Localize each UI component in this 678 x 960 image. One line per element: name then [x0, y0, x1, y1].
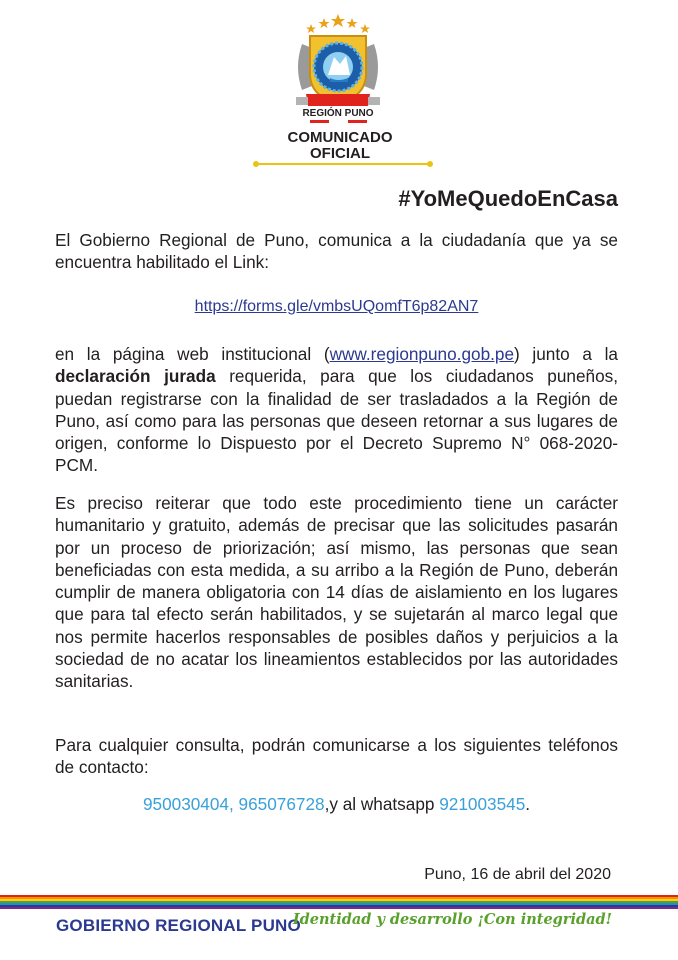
website-link[interactable]: www.regionpuno.gob.pe [329, 344, 515, 364]
title-line-2: OFICIAL [310, 145, 370, 162]
phones-end: . [525, 794, 531, 814]
phone-2[interactable]: 965076728 [238, 794, 325, 814]
hashtag: #YoMeQuedoEnCasa [398, 186, 618, 211]
whatsapp-number[interactable]: 921003545 [439, 794, 526, 814]
paragraph-intro: El Gobierno Regional de Puno, comunica a la ciudadanía que ya se encuentra habilitado el Link: [55, 230, 618, 273]
phone-numbers [55, 794, 618, 815]
title-line-1: COMUNICADO [287, 129, 393, 146]
p2-bold: declaración jurada [55, 366, 216, 387]
paragraph-registration [55, 343, 618, 477]
region-puno-logo [292, 12, 384, 130]
date-line: Puno, 16 de abril del 2020 [424, 866, 611, 883]
footer-stripes [0, 895, 678, 909]
paragraph-contact: Para cualquier consulta, podrán comunicarse a los siguientes teléfonos de contacto: [55, 735, 618, 778]
paragraph-procedure: Es preciso reiterar que todo este procedimiento tiene un carácter humanitario y gratuito, además de precisar que las solicitudes pasarán por un proceso de priorización; así mismo, las personas que sean beneficiadas con esta medida, a su arribo a la Región de Puno, deberán cumplir de manera obligatoria con 14 días de aislamiento en los lugares que para tal efecto serán habilitados, y se sujetarán al marco legal que nos permite hacerlos responsables de posibles daños y perjuicios a la sociedad de no acatar los lineamientos establecidos por las autoridades sanitarias. [55, 493, 618, 692]
logo-caption: REGIÓN PUNO [302, 108, 374, 119]
p2-text-b: ) junto a la [514, 344, 618, 364]
phones-separator: ,y al whatsapp [324, 794, 440, 814]
document-title [230, 130, 450, 162]
footer-slogan: Identidad y desarrollo ¡Con integridad! [292, 911, 612, 928]
p2-text-c: requerida, para que los ciudadanos puneños, puedan registrarse con la finalidad de ser trasladados a la Región de Puno, así como para las personas que deseen retornar a sus lugares de origen, conforme lo Dispuesto por el Decreto Supremo N° 068-2020-PCM. [55, 366, 618, 476]
p2-text-a: en la página web institucional ( [55, 344, 330, 364]
form-link[interactable]: https://forms.gle/vmbsUQomfT6p82AN7 [194, 298, 479, 315]
form-link-row [55, 298, 618, 316]
footer-organization: GOBIERNO REGIONAL PUNO [56, 916, 301, 935]
title-divider [256, 163, 430, 165]
phone-1[interactable]: 950030404, [142, 794, 234, 814]
